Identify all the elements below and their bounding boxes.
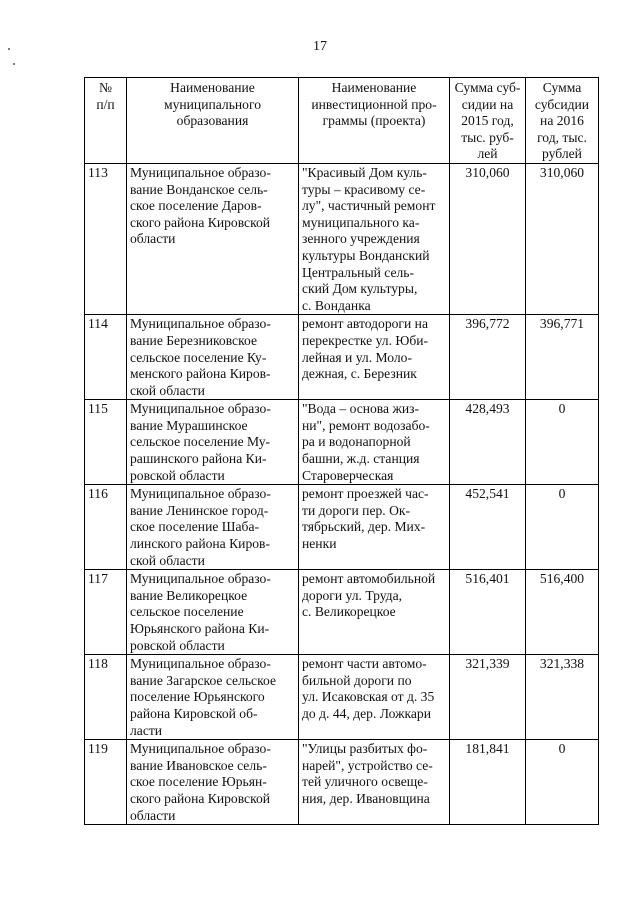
- cell-line: с. Великорецкое: [302, 604, 396, 620]
- program-name: [299, 655, 450, 740]
- program-name: [299, 485, 450, 570]
- program-name: [299, 163, 450, 314]
- cell-line: Муниципальное образо-: [130, 401, 271, 417]
- cell-line: муниципального: [163, 96, 261, 112]
- cell-line: Муниципальное образо-: [130, 486, 271, 502]
- subsidy-2016: 321,338: [526, 655, 599, 740]
- municipality-name: [127, 400, 299, 485]
- page-number: 17: [313, 39, 327, 54]
- cell-line: п/п: [96, 96, 115, 112]
- subsidy-2016: 0: [526, 740, 599, 825]
- table-header-row: [85, 78, 599, 164]
- scan-speck: [13, 63, 15, 65]
- cell-line: бильной дороги по: [302, 672, 412, 688]
- cell-line: ремонт автодороги на: [302, 316, 428, 332]
- cell-line: Сумма: [542, 80, 582, 95]
- cell-line: вание Ивановское сель-: [130, 757, 267, 773]
- cell-line: Центральный сель-: [302, 264, 414, 280]
- cell-line: туры – красивому се-: [302, 181, 426, 197]
- cell-line: ния, дер. Ивановщина: [302, 790, 430, 806]
- cell-line: №: [99, 80, 112, 95]
- cell-line: лу", частичный ремонт: [302, 198, 436, 214]
- cell-line: ул. Исаковская от д. 35: [302, 689, 435, 705]
- table-row: [85, 400, 599, 485]
- cell-line: области: [130, 807, 176, 823]
- cell-line: линского района Киров-: [130, 536, 270, 552]
- municipality-name: [127, 740, 299, 825]
- scan-speck: [8, 48, 10, 50]
- cell-line: Муниципальное образо-: [130, 571, 271, 587]
- cell-line: ненки: [302, 536, 337, 552]
- cell-line: ти дороги пер. Ок-: [302, 502, 411, 518]
- cell-line: лей: [477, 146, 498, 162]
- cell-line: ра и водонапорной: [302, 434, 411, 450]
- cell-line: ское поселение Шаба-: [130, 519, 260, 535]
- subsidy-2016: 396,771: [526, 315, 599, 400]
- municipality-name: [127, 570, 299, 655]
- cell-line: сельское поселение Му-: [130, 434, 271, 450]
- subsidy-2015: 396,772: [450, 315, 526, 400]
- cell-line: дороги ул. Труда,: [302, 587, 403, 603]
- program-name: [299, 400, 450, 485]
- program-name: [299, 570, 450, 655]
- cell-line: ласти: [130, 722, 163, 738]
- cell-line: "Улицы разбитых фо-: [302, 741, 428, 757]
- row-number: 119: [85, 740, 127, 825]
- header-number: [85, 78, 127, 164]
- table-row: [85, 163, 599, 314]
- cell-line: вание Ленинское город-: [130, 502, 269, 518]
- cell-line: тыс. руб-: [461, 129, 514, 145]
- program-name: [299, 740, 450, 825]
- subsidy-2016: 516,400: [526, 570, 599, 655]
- cell-line: вание Мурашинское: [130, 417, 248, 433]
- header-municipality: [127, 78, 299, 164]
- cell-line: Сумма суб-: [454, 80, 521, 95]
- cell-line: ской области: [130, 382, 205, 398]
- cell-line: субсидии: [534, 96, 590, 112]
- cell-line: "Вода – основа жиз-: [302, 401, 420, 417]
- cell-line: ский Дом культуры,: [302, 281, 418, 297]
- subsidy-2016: 0: [526, 485, 599, 570]
- cell-line: тей уличного освеще-: [302, 774, 428, 790]
- cell-line: сельское поселение: [130, 604, 244, 620]
- cell-line: Муниципальное образо-: [130, 741, 271, 757]
- cell-line: Староверческая: [302, 467, 394, 483]
- cell-line: лейная и ул. Моло-: [302, 349, 412, 365]
- cell-line: тябрьский, дер. Мих-: [302, 519, 426, 535]
- row-number: 113: [85, 163, 127, 314]
- municipality-name: [127, 485, 299, 570]
- cell-line: сидии на: [461, 96, 514, 112]
- row-number: 114: [85, 315, 127, 400]
- table-body: [85, 163, 599, 824]
- header-sum-2015: [450, 78, 526, 164]
- cell-line: района Кировской об-: [130, 705, 258, 721]
- table-row: [85, 655, 599, 740]
- header-program: [299, 78, 450, 164]
- row-number: 118: [85, 655, 127, 740]
- cell-line: до д. 44, дер. Ложкари: [302, 705, 431, 721]
- subsidy-2015: 428,493: [450, 400, 526, 485]
- cell-line: менского района Киров-: [130, 366, 271, 382]
- subsidy-2015: 516,401: [450, 570, 526, 655]
- cell-line: башни, ж.д. станция: [302, 451, 420, 467]
- row-number: 117: [85, 570, 127, 655]
- cell-line: культуры Вонданский: [302, 247, 430, 263]
- subsidy-2016: 310,060: [526, 163, 599, 314]
- cell-line: нарей", устройство се-: [302, 757, 433, 773]
- cell-line: поселение Юрьянского: [130, 689, 265, 705]
- table-row: [85, 570, 599, 655]
- cell-line: Муниципальное образо-: [130, 316, 271, 332]
- cell-line: образования: [176, 113, 249, 129]
- municipality-name: [127, 163, 299, 314]
- cell-line: ского района Кировской: [130, 214, 271, 230]
- cell-line: дежная, с. Березник: [302, 366, 417, 382]
- subsidy-2015: 452,541: [450, 485, 526, 570]
- cell-line: зенного учреждения: [302, 231, 420, 247]
- subsidy-table: [84, 77, 599, 825]
- cell-line: инвестиционной про-: [311, 96, 437, 112]
- cell-line: ремонт проезжей час-: [302, 486, 429, 502]
- cell-line: ское поселение Даров-: [130, 198, 262, 214]
- cell-line: "Красивый Дом куль-: [302, 164, 427, 180]
- cell-line: Муниципальное образо-: [130, 656, 271, 672]
- subsidy-2015: 181,841: [450, 740, 526, 825]
- header-sum-2016: [526, 78, 599, 164]
- cell-line: граммы (проекта): [322, 113, 426, 129]
- cell-line: ремонт автомобильной: [302, 571, 436, 587]
- cell-line: Юрьянского района Ки-: [130, 621, 270, 636]
- row-number: 115: [85, 400, 127, 485]
- cell-line: Наименование: [331, 80, 417, 95]
- cell-line: вание Вонданское сель-: [130, 181, 268, 197]
- cell-line: ремонт части автомо-: [302, 656, 427, 672]
- cell-line: ровской области: [130, 467, 225, 483]
- cell-line: с. Вонданка: [302, 297, 371, 313]
- program-name: [299, 315, 450, 400]
- cell-line: на 2016: [540, 113, 584, 129]
- subsidy-2015: 321,339: [450, 655, 526, 740]
- cell-line: муниципального ка-: [302, 214, 420, 230]
- cell-line: рублей: [542, 146, 582, 162]
- cell-line: вание Великорецкое: [130, 587, 248, 603]
- cell-line: ровской области: [130, 637, 225, 653]
- cell-line: вание Загарское сельское: [130, 672, 277, 688]
- table-row: [85, 315, 599, 400]
- cell-line: рашинского района Ки-: [130, 451, 267, 467]
- row-number: 116: [85, 485, 127, 570]
- municipality-name: [127, 315, 299, 400]
- cell-line: сельское поселение Ку-: [130, 349, 267, 365]
- table-row: [85, 485, 599, 570]
- cell-line: вание Березниковское: [130, 332, 258, 348]
- cell-line: ской области: [130, 552, 205, 568]
- cell-line: перекрестке ул. Юби-: [302, 332, 429, 348]
- cell-line: год, тыс.: [537, 129, 587, 145]
- subsidy-2015: 310,060: [450, 163, 526, 314]
- cell-line: Муниципальное образо-: [130, 164, 271, 180]
- cell-line: ни", ремонт водозабо-: [302, 417, 430, 433]
- cell-line: 2015 год,: [461, 113, 514, 129]
- cell-line: Наименование: [170, 80, 255, 95]
- cell-line: ское поселение Юрьян-: [130, 774, 267, 790]
- municipality-name: [127, 655, 299, 740]
- table-row: [85, 740, 599, 825]
- cell-line: ского района Кировской: [130, 790, 271, 806]
- subsidy-2016: 0: [526, 400, 599, 485]
- cell-line: области: [130, 231, 176, 247]
